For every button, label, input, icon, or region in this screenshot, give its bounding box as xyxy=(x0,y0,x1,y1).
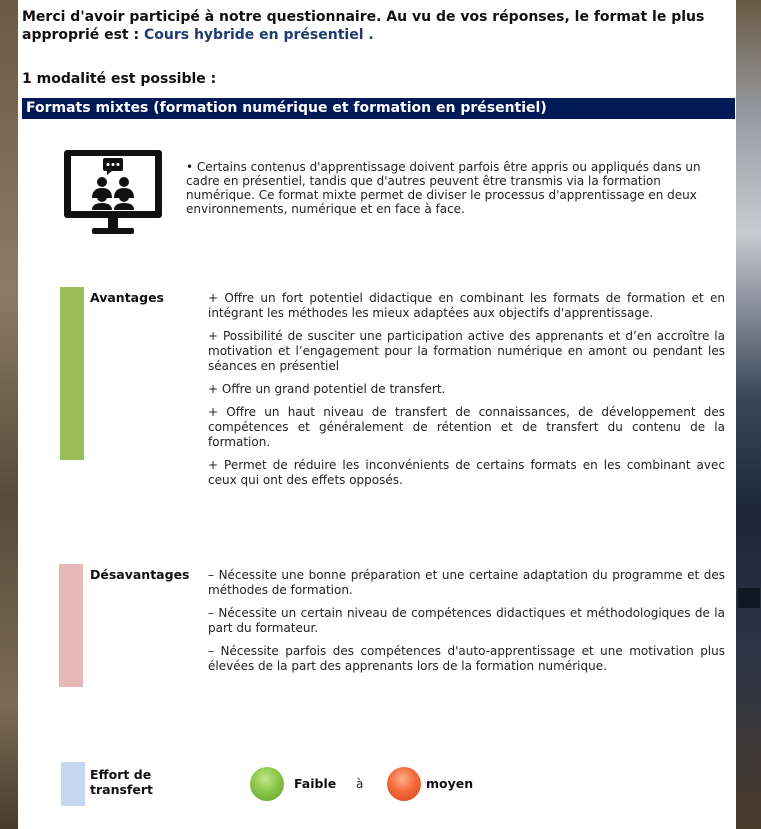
video-conference-icon xyxy=(62,148,164,240)
intro-message: Merci d'avoir participé à notre questionnaire. Au vu de vos réponses, le format le plus approprié est : xyxy=(22,9,705,43)
desavantages-color-bar xyxy=(59,564,83,687)
avantage-item: + Offre un haut niveau de transfert de connaissances, de développement des compétences et généralement de rétention et de transfert du contenu de la formation. xyxy=(208,405,725,449)
avantage-item: + Permet de réduire les inconvénients de certains formats en les combinant avec ceux qui ont des effets opposés. xyxy=(208,458,725,487)
effort-low-label: Faible xyxy=(294,776,337,791)
avantages-color-bar xyxy=(60,287,84,460)
avantages-label: Avantages xyxy=(90,290,164,305)
effort-separator: à xyxy=(356,777,364,791)
desavantages-list xyxy=(208,568,725,682)
desavantage-item: – Nécessite un certain niveau de compétences didactiques et méthodologiques de la part du formateur. xyxy=(208,606,725,635)
background-right xyxy=(736,0,761,829)
effort-label: Effort de transfert xyxy=(90,767,153,797)
result-panel xyxy=(18,0,736,829)
desavantages-label: Désavantages xyxy=(90,567,190,582)
desavantage-item: – Nécessite parfois des compétences d'auto-apprentissage et une motivation plus élevées de la part des apprenants lors de la formation numérique. xyxy=(208,644,725,673)
effort-high-label: moyen xyxy=(426,776,474,791)
avantage-item: + Offre un grand potentiel de transfert. xyxy=(208,382,446,396)
recommended-format: Cours hybride en présentiel . xyxy=(143,27,374,43)
avantage-item: + Possibilité de susciter une participation active des apprenants et d’en accroître la motivation et l’engagement pour la formation numérique en amont ou pendant les séances en présentiel xyxy=(208,329,725,373)
background-left xyxy=(0,0,18,829)
modality-count: 1 modalité est possible : xyxy=(22,71,217,87)
format-title-bar: Formats mixtes (formation numérique et formation en présentiel) xyxy=(22,98,735,119)
desavantage-item: – Nécessite une bonne préparation et une certaine adaptation du programme et des méthodes de formation. xyxy=(208,568,725,597)
avantages-list xyxy=(208,291,725,496)
effort-color-bar xyxy=(61,762,85,806)
background-strip xyxy=(738,588,760,608)
effort-high-indicator xyxy=(387,767,421,801)
intro-text xyxy=(22,8,722,44)
format-description: • Certains contenus d'apprentissage doivent parfois être appris ou appliqués dans un cadre en présentiel, tandis que d'autres peuvent être transmis via la formation numérique. Ce format mixte permet de diviser le processus d'apprentissage en deux environnements, numérique et en face à face. xyxy=(186,160,701,216)
effort-low-indicator xyxy=(250,767,284,801)
avantage-item: + Offre un fort potentiel didactique en combinant les formats de formation et en intégrant les méthodes les mieux adaptées aux objectifs d'apprentissage. xyxy=(208,291,725,320)
